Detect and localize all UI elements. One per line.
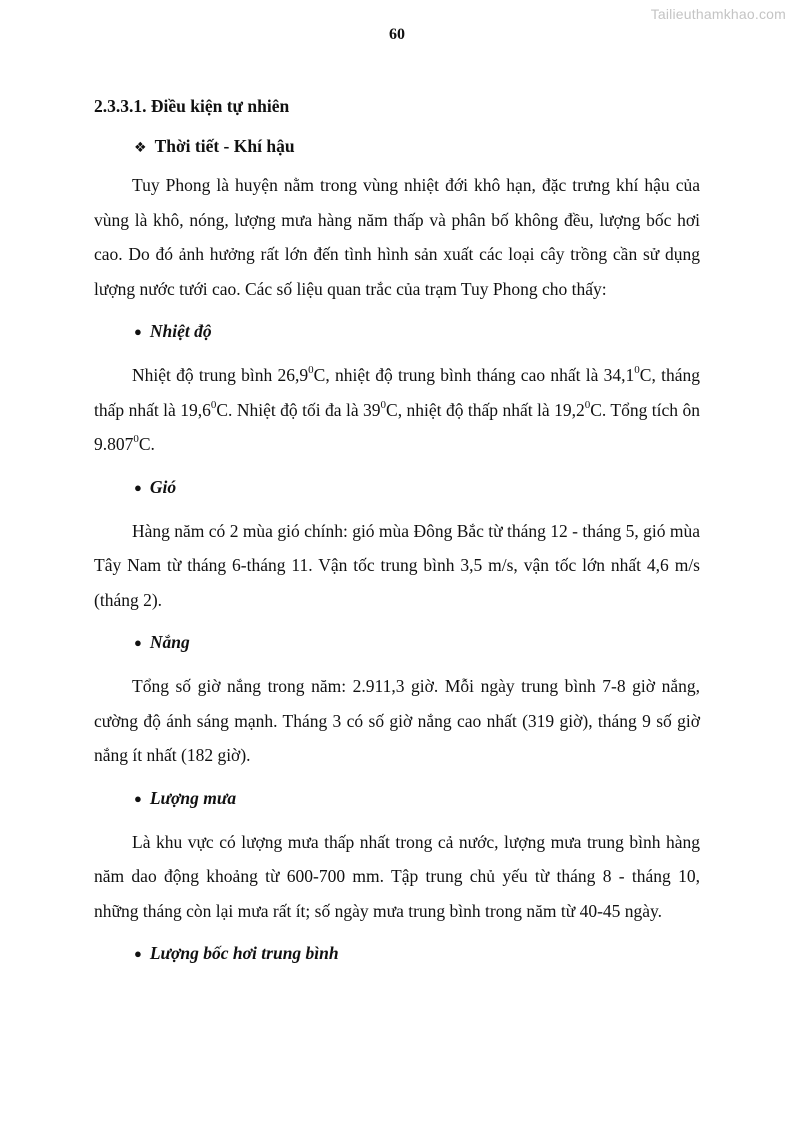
rainfall-title: Lượng mưa (149, 787, 237, 808)
sunshine-heading (94, 625, 700, 661)
rainfall-heading (94, 781, 700, 817)
wind-heading (94, 470, 700, 506)
watermark: Tailieuthamkhao.com (650, 6, 786, 22)
temperature-text-5: C, nhiệt độ thấp nhất là 19,2 (386, 399, 585, 420)
bullet-icon: ● (134, 479, 142, 495)
degree-superscript: 0 (584, 398, 591, 411)
evaporation-heading (94, 936, 700, 972)
document-body (94, 92, 700, 972)
temperature-text-1: Nhiệt độ trung bình 26,9 (132, 365, 309, 385)
sunshine-title: Nắng (149, 632, 190, 652)
temperature-paragraph (94, 358, 700, 462)
temperature-text-2: C, nhiệt độ trung bình tháng cao nhất là 34,1 (313, 365, 635, 385)
wind-title: Gió (149, 476, 177, 497)
temperature-text-4: C. Nhiệt độ tối đa là 39 (216, 399, 381, 420)
temperature-heading (94, 314, 700, 350)
bullet-icon: ● (134, 324, 142, 339)
sunshine-paragraph: Tổng số giờ nắng trong năm: 2.911,3 giờ. Mỗi ngày trung bình 7-8 giờ nắng, cường độ ánh sáng mạnh. Tháng 3 có số giờ nắng cao nhất (319 giờ), tháng 9 số giờ nắng ít nhất (182 giờ). (94, 676, 700, 765)
rainfall-paragraph: Là khu vực có lượng mưa thấp nhất trong cả nước, lượng mưa trung bình hàng năm dao động khoảng từ 600-700 mm. Tập trung chủ yếu từ tháng 8 - tháng 10, những tháng còn lại mưa rất ít; số ngày mưa trung bình trong năm từ 40-45 ngày. (94, 831, 700, 921)
page-number: 60 (389, 26, 405, 43)
wind-paragraph: Hàng năm có 2 mùa gió chính: gió mùa Đông Bắc từ tháng 12 - tháng 5, gió mùa Tây Nam từ tháng 6-tháng 11. Vận tốc trung bình 3,5 m/s, vận tốc lớn nhất 4,6 m/s (tháng 2). (94, 520, 700, 610)
bullet-icon: ● (134, 790, 142, 806)
degree-superscript: 0 (210, 398, 217, 411)
degree-superscript: 0 (133, 433, 139, 446)
degree-superscript: 0 (634, 364, 640, 377)
intro-paragraph: Tuy Phong là huyện nằm trong vùng nhiệt đới khô hạn, đặc trưng khí hậu của vùng là khô, nóng, lượng mưa hàng năm thấp và phân bố không đều, lượng bốc hơi cao. Do đó ảnh hưởng rất lớn đến tình hình sản xuất các loại cây trồng cần sử dụng lượng nước tưới cao. Các số liệu quan trắc của trạm Tuy Phong cho thấy: (94, 175, 700, 299)
bullet-icon: ● (134, 635, 142, 650)
diamond-bullet-icon: ❖ (134, 140, 147, 156)
temperature-text-7: C. (138, 434, 155, 454)
subsection-heading (94, 132, 700, 160)
evaporation-title: Lượng bốc hơi trung bình (149, 943, 339, 963)
degree-superscript: 0 (380, 398, 387, 411)
temperature-text-6: C. Tổng tích ôn 9.807 (94, 399, 700, 454)
bullet-icon: ● (134, 946, 142, 961)
subsection-title: Thời tiết - Khí hậu (154, 136, 295, 156)
temperature-title: Nhiệt độ (149, 321, 212, 341)
temperature-text-3: C, tháng thấp nhất là 19,6 (94, 365, 700, 420)
degree-superscript: 0 (308, 364, 314, 377)
section-heading: 2.3.3.1. Điều kiện tự nhiên (94, 96, 290, 116)
